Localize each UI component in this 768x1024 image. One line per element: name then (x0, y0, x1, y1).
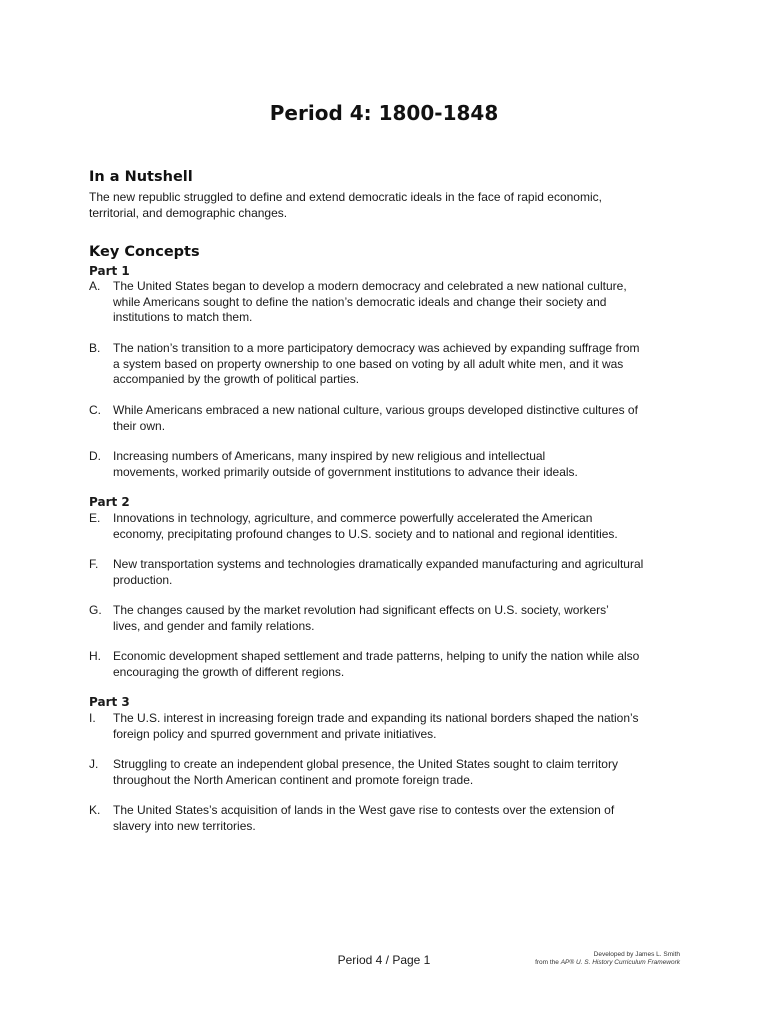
concept-line: movements, worked primarily outside of government institutions to advance their ideals. (113, 464, 578, 479)
key-concepts-heading: Key Concepts (89, 244, 200, 260)
concept-line: throughout the North American continent and promote foreign trade. (113, 772, 474, 787)
concept-line: while Americans sought to define the nation’s democratic ideals and change their society and (113, 294, 607, 309)
concept-letter: K. (89, 803, 101, 817)
concept-text (113, 711, 679, 742)
concept-line: Economic development shaped settlement and trade patterns, helping to unify the nation while also (113, 649, 640, 663)
concept-line: a system based on property ownership to one based on voting by all adult white men, and it was (113, 356, 624, 371)
part-label: Part 2 (89, 495, 130, 509)
concept-text (113, 279, 679, 326)
credit-prefix: from the (535, 959, 561, 966)
concept-letter: E. (89, 511, 101, 525)
concept-text (113, 649, 679, 680)
credit-line: Developed by James L. Smith (593, 951, 680, 958)
concept-line: institutions to match them. (113, 310, 253, 324)
concept-line: The nation’s transition to a more participatory democracy was achieved by expanding suffrage from (113, 341, 640, 355)
concept-item (89, 649, 679, 680)
nutshell-line: The new republic struggled to define and extend democratic ideals in the face of rapid economic, (89, 190, 602, 204)
concept-letter: C. (89, 403, 101, 417)
concept-line: The United States began to develop a modern democracy and celebrated a new national culture, (113, 279, 627, 293)
concept-line: accompanied by the growth of political parties. (113, 372, 360, 386)
nutshell-text (89, 189, 689, 221)
concept-letter: G. (89, 603, 102, 617)
concept-line: Innovations in technology, agriculture, and commerce powerfully accelerated the American (113, 511, 593, 525)
concept-item (89, 403, 679, 434)
concept-line: lives, and gender and family relations. (113, 618, 315, 633)
concept-line: their own. (113, 418, 166, 433)
concept-letter: J. (89, 757, 99, 771)
concept-item (89, 711, 679, 742)
concept-item (89, 279, 679, 326)
concept-letter: I. (89, 711, 96, 725)
concept-text (113, 341, 679, 388)
concept-letter: H. (89, 649, 101, 663)
concept-text (113, 511, 679, 542)
concept-letter: D. (89, 449, 101, 463)
concept-item (89, 803, 679, 834)
concept-line: The changes caused by the market revolution had significant effects on U.S. society, workers’ (113, 603, 609, 617)
concept-letter: F. (89, 557, 99, 571)
concept-line: Increasing numbers of Americans, many inspired by new religious and intellectual (113, 449, 546, 463)
concept-text (113, 557, 679, 588)
concept-line: foreign policy and spurred government and private initiatives. (113, 726, 437, 741)
nutshell-line: territorial, and demographic changes. (89, 206, 288, 220)
concept-item (89, 449, 679, 480)
concept-item (89, 603, 679, 634)
concept-text (113, 757, 679, 788)
concept-line: production. (113, 572, 173, 587)
concept-line: New transportation systems and technologies dramatically expanded manufacturing and agricultural (113, 557, 644, 571)
concept-text (113, 449, 679, 480)
concept-letter: B. (89, 341, 101, 355)
credit-line (535, 959, 680, 967)
concept-item (89, 757, 679, 788)
part-label: Part 1 (89, 264, 130, 278)
page-title: Period 4: 1800-1848 (269, 101, 499, 125)
concept-text (113, 803, 679, 834)
credit-source: AP® U. S. History Curriculum Framework (560, 959, 680, 966)
page-number: Period 4 / Page 1 (337, 953, 431, 967)
concept-line: The U.S. interest in increasing foreign trade and expanding its national borders shaped the nation’s (113, 711, 639, 725)
concept-item (89, 341, 679, 388)
concept-line: The United States’s acquisition of lands in the West gave rise to contests over the extension of (113, 803, 615, 817)
concept-line: Struggling to create an independent global presence, the United States sought to claim territory (113, 757, 618, 771)
part-label: Part 3 (89, 695, 130, 709)
concept-text (113, 403, 679, 434)
concept-item (89, 557, 679, 588)
concept-line: economy, precipitating profound changes to U.S. society and to national and regional identities. (113, 526, 618, 541)
concept-letter: A. (89, 279, 101, 293)
concept-item (89, 511, 679, 542)
concept-line: While Americans embraced a new national culture, various groups developed distinctive cultures of (113, 403, 638, 417)
footer-credit (535, 951, 680, 967)
nutshell-heading: In a Nutshell (89, 169, 193, 185)
concept-line: encouraging the growth of different regions. (113, 664, 345, 679)
concept-text (113, 603, 679, 634)
concept-line: slavery into new territories. (113, 818, 256, 833)
